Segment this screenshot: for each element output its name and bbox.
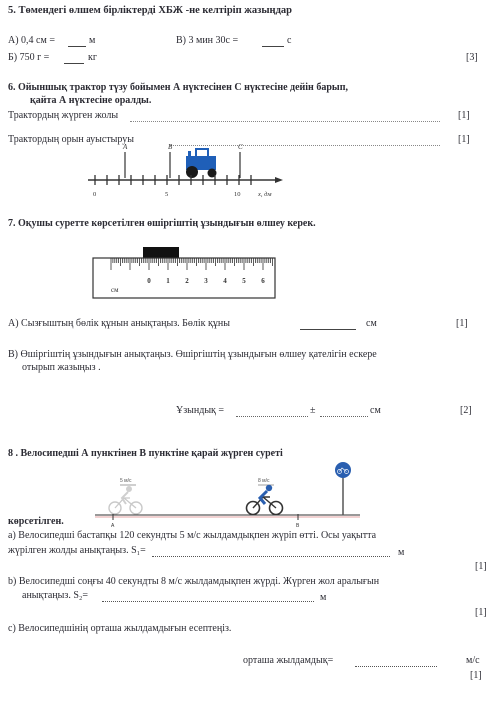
q8-a-line1: а) Велосипедші бастапқы 120 секундты 5 м/с жылдамдықпен жүріп өтті. Осы уақытта xyxy=(8,530,377,541)
q5-c-prefix: Б) 750 г = xyxy=(8,52,50,63)
q6-disp-mark: [1] xyxy=(458,134,470,145)
q7-b-line2: отырып жазыңыз . xyxy=(22,362,101,373)
q8-a-blank[interactable] xyxy=(152,556,390,557)
q7-pm: ± xyxy=(310,405,316,416)
q8-a-line2: жүрілген жолды анықтаңыз. S₁= xyxy=(8,545,146,556)
q7-a-text: А) Сызғыштың бөлік құнын анықтаңыз. Бөлік құны xyxy=(8,318,230,329)
q8-avg-unit: м/с xyxy=(466,655,480,666)
q5-a-prefix: А) 0,4 см = xyxy=(8,35,55,46)
ruler-label-1: 1 xyxy=(166,277,170,285)
q5-mark: [3] xyxy=(466,52,478,63)
q6-path-blank[interactable] xyxy=(130,121,440,122)
q8-title: 8 . Велосипедші А пунктінен В пунктіне қарай жүрген суреті xyxy=(8,448,283,459)
q5-title: 5. Төмендегі өлшем бірліктерді ХБЖ -не келтіріп жазыңдар xyxy=(8,5,292,16)
point-b-label: B xyxy=(168,143,173,151)
axis-arrow-icon xyxy=(275,177,283,183)
ruler-label-2: 2 xyxy=(185,277,189,285)
q8-avg-label: орташа жылдамдық= xyxy=(243,655,334,666)
q6-disp-label: Трактордың орын ауыстыруы xyxy=(8,134,134,145)
q7-a-unit: см xyxy=(366,318,377,329)
q5-b-prefix: В) 3 мин 30с = xyxy=(176,35,239,46)
tick-label-10: 10 xyxy=(234,191,241,198)
q6-title-line1: 6. Ойыншық трактор түзу бойымен А нүктесінен С нүктесіне дейін барып, xyxy=(8,82,348,93)
ruler-label-6: 6 xyxy=(261,277,265,285)
q6-path-label: Трактордың жүрген жолы xyxy=(8,110,119,121)
q7-b-mark: [2] xyxy=(460,405,472,416)
q7-length-label: Ұзындық = xyxy=(176,405,225,416)
q8-c-mark: [1] xyxy=(470,670,482,681)
q8-cyclist-figure xyxy=(0,458,500,528)
q8-b-blank[interactable] xyxy=(102,601,314,602)
point-c-label: C xyxy=(238,143,243,151)
q6-path-mark: [1] xyxy=(458,110,470,121)
ruler-label-5: 5 xyxy=(242,277,246,285)
tick-label-5: 5 xyxy=(165,191,169,198)
q5-c-unit: кг xyxy=(88,52,97,63)
q7-length-blank[interactable] xyxy=(236,416,308,417)
q8-a-unit: м xyxy=(398,547,405,558)
tractor-icon xyxy=(186,149,217,178)
q7-title: 7. Оқушы суретте көрсетілген өшіргіштің ұзындығын өлшеу керек. xyxy=(8,218,316,229)
q5-c-blank[interactable] xyxy=(64,63,84,64)
point-a-label: A xyxy=(123,143,128,151)
tick-label-0: 0 xyxy=(93,191,97,198)
q8-c-line: c) Велосипедшінің орташа жылдамдығын есептеңіз. xyxy=(8,623,232,634)
q6-number-line-figure xyxy=(0,140,500,205)
speed-label-1: 5 м/с xyxy=(120,478,132,484)
q7-a-blank[interactable] xyxy=(300,329,356,330)
ruler-label-4: 4 xyxy=(223,277,227,285)
q5-b-unit: с xyxy=(287,35,292,46)
q8-a-mark: [1] xyxy=(475,561,487,572)
ruler-label-0: 0 xyxy=(147,277,151,285)
ruler-unit-label: см xyxy=(111,286,119,294)
speed-label-2: 8 м/с xyxy=(258,478,270,484)
q7-length-unit: см xyxy=(370,405,381,416)
q6-title-line2: қайта А нүктесіне оралды. xyxy=(30,95,152,106)
q7-ruler-figure xyxy=(0,240,500,300)
q5-a-blank[interactable] xyxy=(68,46,86,47)
q8-continued: көрсетілген. xyxy=(8,516,64,527)
cyclist-start-icon xyxy=(109,486,142,514)
cyclist-icon xyxy=(247,485,283,515)
q8-b-line1: b) Велосипедші соңғы 40 секундты 8 м/с жылдамдықпен жүрді. Жүрген жол аралығын xyxy=(8,576,380,587)
q7-error-blank[interactable] xyxy=(320,416,368,417)
q8-b-unit: м xyxy=(320,592,327,603)
q7-b-line1: В) Өшіргіштің ұзындығын анықтаңыз. Өшіргіштің ұзындығын өлшеу қателігін ескере xyxy=(8,349,377,360)
q8-b-line2: анықтаңыз. S₂= xyxy=(22,590,89,601)
q8-point-b: B xyxy=(296,523,300,528)
ruler-label-3: 3 xyxy=(204,277,208,285)
eraser xyxy=(143,247,179,258)
q5-a-unit: м xyxy=(89,35,96,46)
axis-unit-label: x, дм xyxy=(258,191,272,198)
q7-a-mark: [1] xyxy=(456,318,468,329)
q8-b-mark: [1] xyxy=(475,607,487,618)
bike-sign-icon xyxy=(335,462,351,515)
q5-b-blank[interactable] xyxy=(262,46,284,47)
q8-point-a: A xyxy=(111,523,115,528)
q8-avg-blank[interactable] xyxy=(355,666,437,667)
